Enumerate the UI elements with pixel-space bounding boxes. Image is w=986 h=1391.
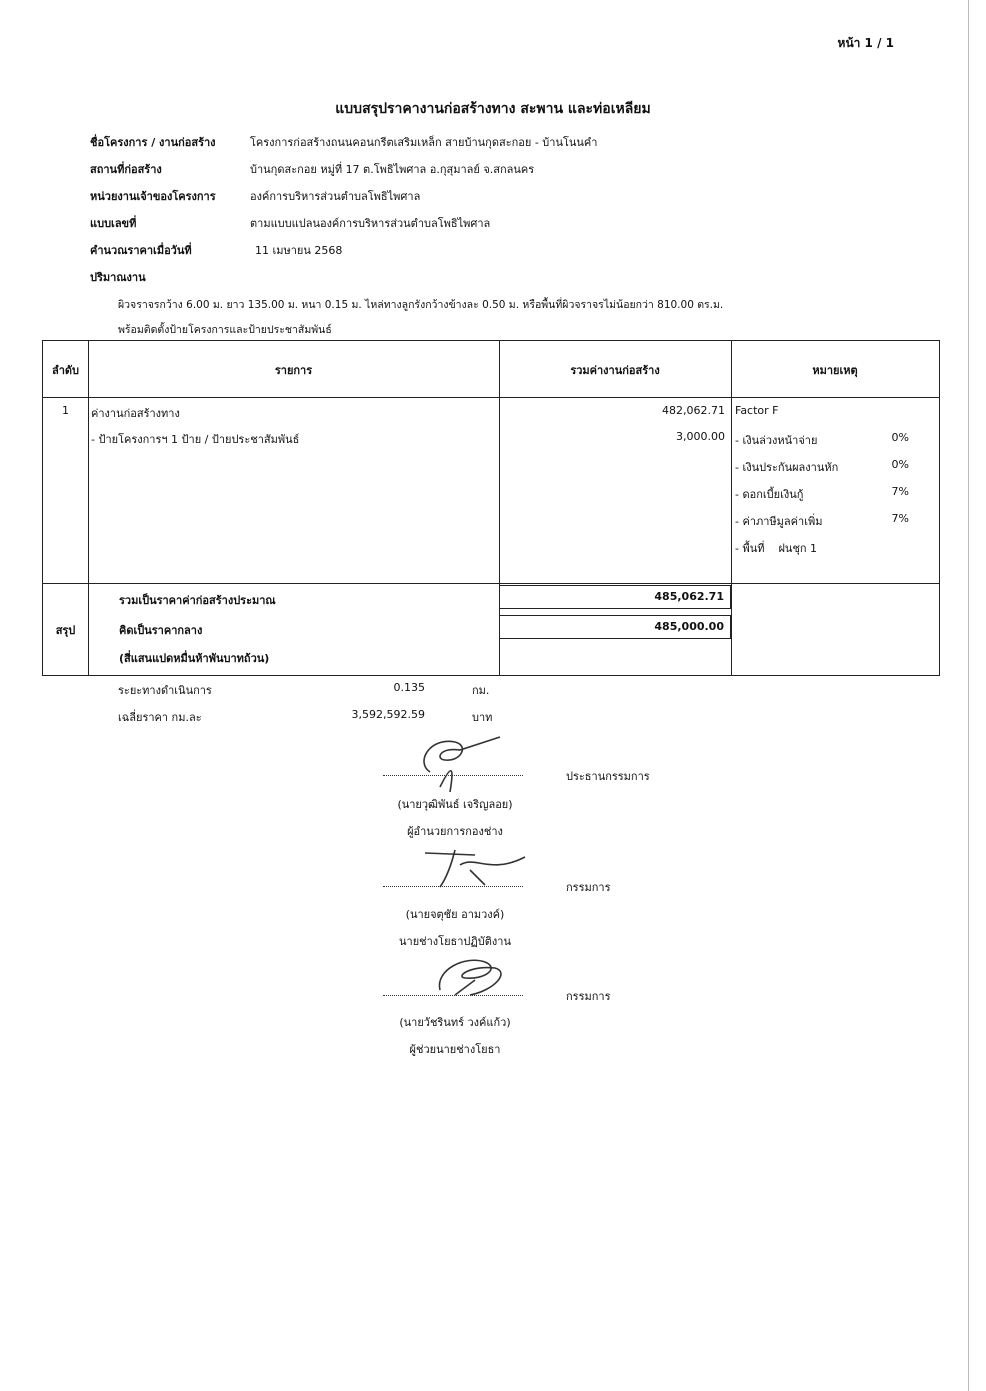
remark-advance-value: 0% (891, 431, 909, 444)
quantity-label: ปริมาณงาน (90, 271, 146, 284)
summary-total-label: รวมเป็นราคาค่าก่อสร้างประมาณ (119, 594, 276, 607)
signature-3-position: ผู้ช่วยนายช่างโยธา (409, 1043, 501, 1056)
location-label: สถานที่ก่อสร้าง (90, 163, 162, 176)
summary-total-box (499, 585, 731, 609)
calc-date-label: คำนวณราคาเมื่อวันที่ (90, 244, 192, 257)
header-divider (43, 397, 939, 398)
avg-price-unit: บาท (472, 711, 493, 724)
header-note: หมายเหตุ (812, 364, 858, 377)
owner-agency-value: องค์การบริหารส่วนตำบลโพธิไพศาล (250, 190, 421, 203)
signature-2-position: นายช่างโยธาปฏิบัติงาน (399, 935, 511, 948)
row-amount-2: 3,000.00 (676, 430, 725, 443)
remark-guarantee-value: 0% (891, 458, 909, 471)
remark-vat-value: 7% (891, 512, 909, 525)
remark-advance: - เงินล่วงหน้าจ่าย (735, 434, 818, 447)
summary-median-box (499, 615, 731, 639)
signature-1-line (383, 775, 523, 776)
signature-3-mark (425, 950, 525, 1000)
factor-label: Factor F (735, 404, 779, 417)
page-number: หน้า 1 / 1 (837, 36, 894, 50)
cost-summary-table (42, 340, 940, 676)
signature-2-name: (นายจตุชัย อามวงค์) (405, 908, 505, 921)
signature-1-role: ประธานกรรมการ (566, 770, 650, 783)
scope-line-2: พร้อมติดตั้งป้ายโครงการและป้ายประชาสัมพันธ์ (118, 324, 332, 336)
row-seq: 1 (62, 404, 69, 417)
remark-interest-value: 7% (891, 485, 909, 498)
signature-1-mark (410, 732, 520, 792)
project-name-value: โครงการก่อสร้างถนนคอนกรีตเสริมเหล็ก สายบ้านกุดสะกอย - บ้านโนนคำ (250, 136, 598, 149)
summary-total-value: 485,062.71 (654, 590, 724, 603)
avg-price-label: เฉลี่ยราคา กม.ละ (118, 711, 202, 724)
row-item-2: - ป้ายโครงการฯ 1 ป้าย / ป้ายประชาสัมพันธ์ (91, 433, 300, 446)
summary-median-label: คิดเป็นราคากลาง (119, 624, 203, 637)
drawing-number-value: ตามแบบแปลนองค์การบริหารส่วนตำบลโพธิไพศาล (250, 217, 491, 230)
remark-area: - พื้นที่ ฝนชุก 1 (735, 542, 818, 555)
row-amount-1: 482,062.71 (662, 404, 725, 417)
summary-divider (43, 583, 939, 584)
summary-label: สรุป (55, 624, 76, 637)
signature-3-name: (นายวัชรินทร์ วงค์แก้ว) (399, 1016, 511, 1029)
header-item: รายการ (274, 364, 313, 377)
owner-agency-label: หน่วยงานเจ้าของโครงการ (90, 190, 216, 203)
page-title: แบบสรุปราคางานก่อสร้างทาง สะพาน และท่อเหลียม (335, 101, 651, 117)
signature-1-position: ผู้อำนวยการกองช่าง (407, 825, 503, 838)
remark-guarantee: - เงินประกันผลงานหัก (735, 461, 839, 474)
summary-median-value: 485,000.00 (654, 620, 724, 633)
project-name-label: ชื่อโครงการ / งานก่อสร้าง (90, 136, 216, 149)
calc-date-value: 11 เมษายน 2568 (255, 244, 343, 257)
remark-vat: - ค่าภาษีมูลค่าเพิ่ม (735, 515, 823, 528)
signature-3-role: กรรมการ (566, 990, 611, 1003)
scope-line-1: ผิวจราจรกว้าง 6.00 ม. ยาว 135.00 ม. หนา 0.15 ม. ไหล่ทางลูกรังกว้างข้างละ 0.50 ม. หรือพื้นที่ผิวจราจรไม่น้อยกว่า 810.00 ตร.ม. (118, 299, 724, 311)
distance-unit: กม. (472, 684, 490, 697)
signature-2-role: กรรมการ (566, 881, 611, 894)
signature-1-name: (นายวุฒิพันธ์ เจริญลอย) (397, 798, 513, 811)
row-item-1: ค่างานก่อสร้างทาง (91, 407, 180, 420)
col-divider (88, 341, 89, 675)
header-seq: ลำดับ (51, 364, 80, 377)
remark-interest: - ดอกเบี้ยเงินกู้ (735, 488, 804, 501)
drawing-number-label: แบบเลขที่ (90, 217, 137, 230)
header-total: รวมค่างานก่อสร้าง (570, 364, 660, 377)
summary-words: (สี่แสนแปดหมื่นห้าพันบาทถ้วน) (119, 652, 270, 665)
signature-3-line (383, 995, 523, 996)
distance-label: ระยะทางดำเนินการ (118, 684, 212, 697)
col-divider (731, 341, 732, 675)
signature-2-line (383, 886, 523, 887)
distance-value: 0.135 (393, 681, 425, 694)
avg-price-value: 3,592,592.59 (351, 708, 425, 721)
signature-2-mark (415, 845, 530, 890)
scan-edge-line (968, 0, 969, 1391)
location-value: บ้านกุดสะกอย หมู่ที่ 17 ต.โพธิไพศาล อ.กุสุมาลย์ จ.สกลนคร (250, 163, 535, 176)
